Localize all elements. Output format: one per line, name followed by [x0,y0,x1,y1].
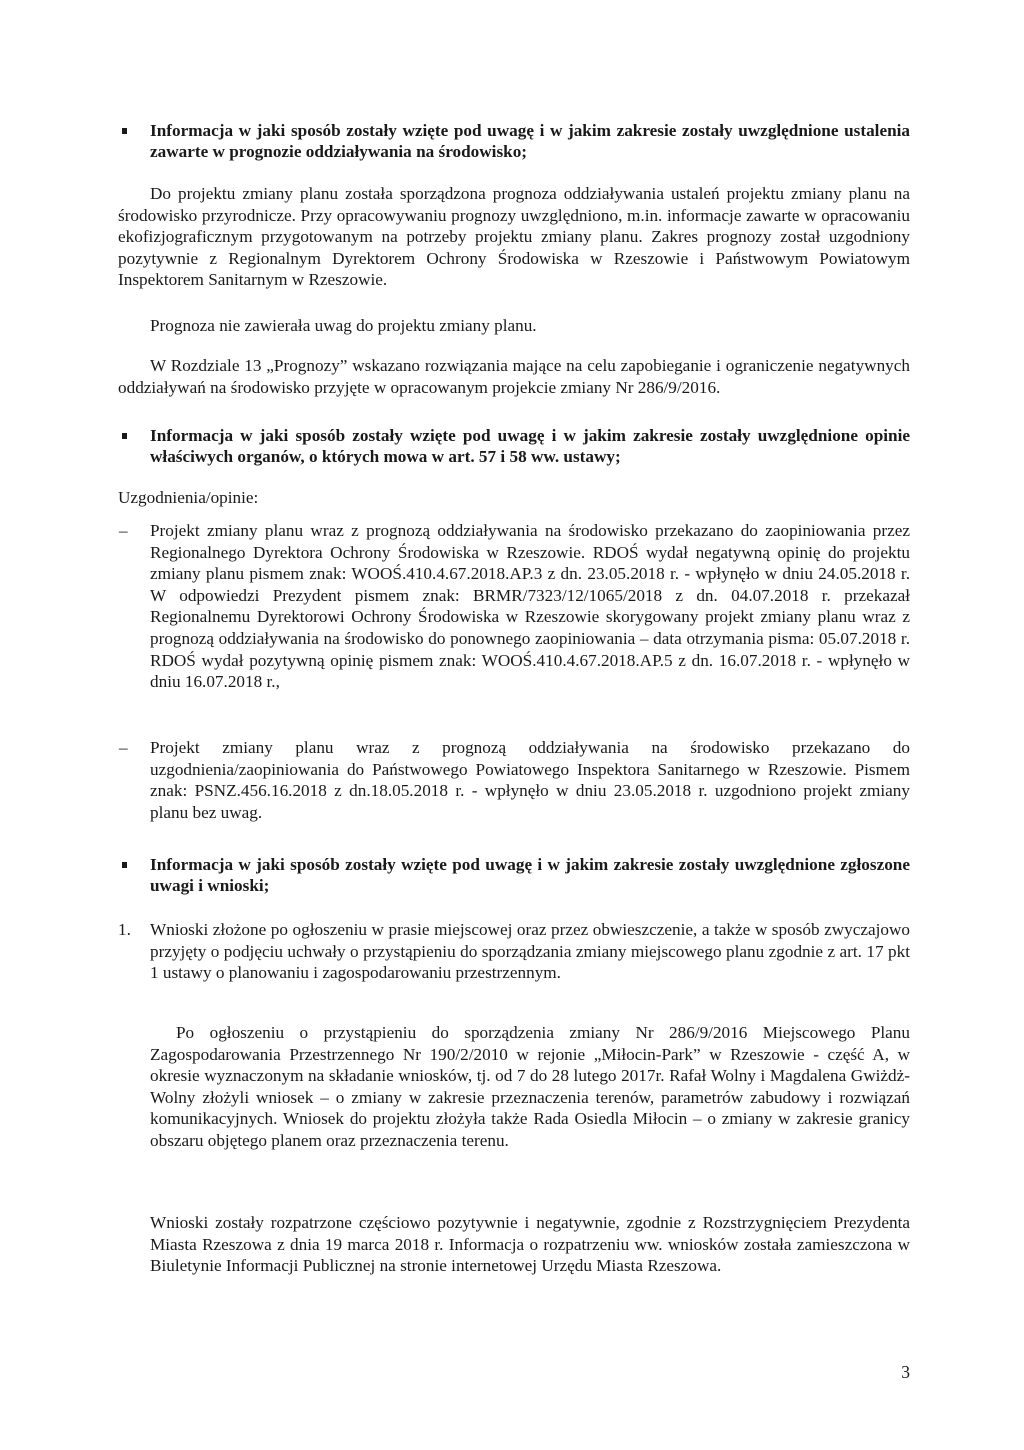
heading-text: Informacja w jaki sposób zostały wzięte pod uwagę i w jakim zakresie zostały uwzględnione zgłoszone uwagi i wnioski; [150,855,910,895]
section-requests-body-2 [118,1212,910,1277]
paragraph: Prognoza nie zawierała uwag do projektu zmiany planu. [150,316,537,335]
section-heading [118,854,910,896]
section-requests-numbered [118,919,910,984]
section-forecast-body-3 [118,355,910,398]
list-item-text: Projekt zmiany planu wraz z prognozą oddziaływania na środowisko przekazano do uzgodnienia/zaopiniowania do Państwowego Powiatowego Inspektora Sanitarnego w Rzeszowie. Pismem znak: PSNZ.456.16.2018 z dn.18.05.2018 r. - wpłynęło w dniu 23.05.2018 r. uzgodniono projekt zmiany planu bez uwag. [150,738,910,822]
heading-text: Informacja w jaki sposób zostały wzięte pod uwagę i w jakim zakresie zostały uwzględnione opinie właściwych organów, o których mowa w art. 57 i 58 ww. ustawy; [150,426,910,466]
list-item [118,520,910,693]
bullet-icon [122,433,127,439]
paragraph: W Rozdziale 13 „Prognozy” wskazano rozwiązania mające na celu zapobieganie i ograniczenie negatywnych oddziaływań na środowisko przyjęte w opracowanym projekcie zmiany Nr 286/9/2016. [118,356,910,397]
section-forecast [118,120,910,162]
section-opinions-list-2 [118,737,910,823]
bullet-icon [122,862,127,868]
bullet-icon [122,128,127,134]
dash-marker: – [119,521,128,540]
section-opinions [118,425,910,467]
section-opinions-list [118,520,910,693]
numbered-item [118,919,910,984]
item-number: 1. [118,920,131,939]
section-forecast-body [118,183,910,291]
paragraph: Po ogłoszeniu o przystąpieniu do sporządzenia zmiany Nr 286/9/2016 Miejscowego Planu Zagospodarowania Przestrzennego Nr 190/2/2010 w rejonie „Miłocin-Park” w Rzeszowie - część A, w okresie wyznaczonym na składanie wniosków, tj. od 7 do 28 lutego 2017r. Rafał Wolny i Magdalena Gwiżdż-Wolny złożyli wniosek – o zmiany w zakresie przeznaczenia terenów, parametrów zabudowy i rozwiązań komunikacyjnych. Wniosek do projektu złożyła także Rada Osiedla Miłocin – o zmiany w zakresie granicy obszaru objętego planem oraz przeznaczenia terenu. [150,1023,910,1150]
dash-marker: – [119,738,128,757]
numbered-item-text: Wnioski złożone po ogłoszeniu w prasie miejscowej oraz przez obwieszczenie, a także w sposób zwyczajowo przyjęty o podjęciu uchwały o przystąpieniu do sporządzania zmiany miejscowego planu zgodnie z art. 17 pkt 1 ustawy o planowaniu i zagospodarowaniu przestrzennym. [150,920,910,983]
section-forecast-body-2 [118,315,910,337]
page-number: 3 [901,1362,910,1382]
intro-label: Uzgodnienia/opinie: [118,488,259,507]
section-opinions-intro [118,487,910,509]
heading-text: Informacja w jaki sposób zostały wzięte pod uwagę i w jakim zakresie zostały uwzględnione ustalenia zawarte w prognozie oddziaływania na środowisko; [150,121,910,161]
section-heading [118,120,910,162]
section-requests [118,854,910,896]
paragraph: Wnioski zostały rozpatrzone częściowo pozytywnie i negatywnie, zgodnie z Rozstrzygnięciem Prezydenta Miasta Rzeszowa z dnia 19 marca 2018 r. Informacja o rozpatrzeniu ww. wniosków została zamieszczona w Biuletynie Informacji Publicznej na stronie internetowej Urzędu Miasta Rzeszowa. [150,1213,910,1276]
section-requests-body [118,1022,910,1152]
list-item-text: Projekt zmiany planu wraz z prognozą oddziaływania na środowisko przekazano do zaopiniowania przez Regionalnego Dyrektora Ochrony Środowiska w Rzeszowie. RDOŚ wydał negatywną opinię do projektu zmiany planu pismem znak: WOOŚ.410.4.67.2018.AP.3 z dn. 23.05.2018 r. - wpłynęło w dniu 24.05.2018 r. W odpowiedzi Prezydent pismem znak: BRMR/7323/12/1065/2018 z dn. 04.07.2018 r. przekazał Regionalnemu Dyrektorowi Ochrony Środowiska w Rzeszowie skorygowany projekt zmiany planu wraz z prognozą oddziaływania na środowisko do ponownego zaopiniowania – data otrzymania pisma: 05.07.2018 r. RDOŚ wydał pozytywną opinię pismem znak: WOOŚ.410.4.67.2018.AP.5 z dn. 16.07.2018 r. - wpłynęło w dniu 16.07.2018 r., [150,521,910,692]
paragraph: Do projektu zmiany planu została sporządzona prognoza oddziaływania ustaleń projektu zmiany planu na środowisko przyrodnicze. Przy opracowywaniu prognozy uwzględniono, m.in. informacje zawarte w opracowaniu ekofizjograficznym przygotowanym na potrzeby projektu zmiany planu. Zakres prognozy został uzgodniony pozytywnie z Regionalnym Dyrektorem Ochrony Środowiska w Rzeszowie i Państwowym Powiatowym Inspektorem Sanitarnym w Rzeszowie. [118,184,910,290]
list-item [118,737,910,823]
section-heading [118,425,910,467]
